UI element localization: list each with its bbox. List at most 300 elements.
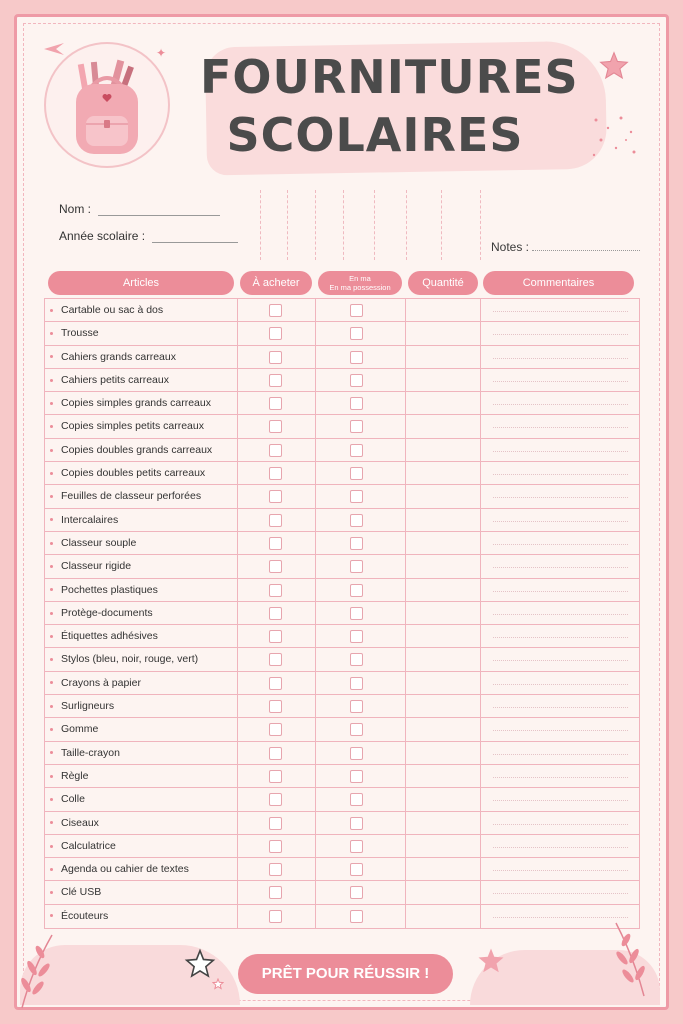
column-divider	[405, 532, 406, 554]
item-text: Ciseaux	[61, 816, 99, 829]
header-comments: Commentaires	[483, 271, 634, 295]
column-divider	[480, 812, 481, 834]
airplane-icon	[42, 40, 66, 58]
item-text: Pochettes plastiques	[61, 583, 158, 596]
to-buy-checkbox[interactable]	[269, 653, 282, 666]
name-field[interactable]	[59, 202, 220, 216]
column-divider	[315, 322, 316, 344]
item-label	[50, 718, 98, 741]
column-divider	[315, 788, 316, 810]
column-divider	[237, 718, 238, 740]
grid-line	[315, 190, 316, 260]
column-divider	[480, 439, 481, 461]
to-buy-checkbox[interactable]	[269, 537, 282, 550]
table-row	[45, 602, 639, 625]
column-divider	[405, 555, 406, 577]
owned-checkbox[interactable]	[350, 886, 363, 899]
column-divider	[480, 532, 481, 554]
header-owned-line-1: En ma	[349, 274, 371, 283]
table-row	[45, 695, 639, 718]
column-divider	[315, 369, 316, 391]
comment-line[interactable]	[493, 358, 628, 359]
owned-checkbox[interactable]	[350, 584, 363, 597]
owned-checkbox[interactable]	[350, 817, 363, 830]
column-divider	[480, 881, 481, 903]
item-label	[50, 415, 204, 438]
owned-checkbox[interactable]	[350, 747, 363, 760]
column-divider	[315, 485, 316, 507]
bullet-icon	[50, 332, 53, 335]
name-label: Nom :	[59, 202, 92, 216]
column-divider	[405, 672, 406, 694]
owned-checkbox[interactable]	[350, 723, 363, 736]
column-divider	[237, 322, 238, 344]
to-buy-checkbox[interactable]	[269, 630, 282, 643]
owned-checkbox[interactable]	[350, 467, 363, 480]
owned-checkbox[interactable]	[350, 490, 363, 503]
column-divider	[405, 765, 406, 787]
to-buy-checkbox[interactable]	[269, 886, 282, 899]
column-divider	[315, 532, 316, 554]
column-divider	[237, 346, 238, 368]
item-label	[50, 322, 99, 345]
owned-checkbox[interactable]	[350, 374, 363, 387]
bullet-icon	[50, 681, 53, 684]
owned-checkbox[interactable]	[350, 514, 363, 527]
bullet-icon	[50, 379, 53, 382]
comment-line[interactable]	[493, 847, 628, 848]
column-divider	[315, 392, 316, 414]
bullet-icon	[50, 658, 53, 661]
owned-checkbox[interactable]	[350, 910, 363, 923]
owned-checkbox[interactable]	[350, 793, 363, 806]
notes-line[interactable]	[532, 241, 640, 251]
owned-checkbox[interactable]	[350, 653, 363, 666]
bullet-icon	[50, 518, 53, 521]
to-buy-checkbox[interactable]	[269, 770, 282, 783]
item-label	[50, 485, 201, 508]
to-buy-checkbox[interactable]	[269, 327, 282, 340]
owned-checkbox[interactable]	[350, 630, 363, 643]
column-divider	[480, 648, 481, 670]
column-divider	[405, 788, 406, 810]
bullet-icon	[50, 845, 53, 848]
to-buy-checkbox[interactable]	[269, 397, 282, 410]
bullet-icon	[50, 565, 53, 568]
item-text: Protège-documents	[61, 606, 153, 619]
comment-line[interactable]	[493, 660, 628, 661]
comment-line[interactable]	[493, 427, 628, 428]
to-buy-checkbox[interactable]	[269, 863, 282, 876]
item-label	[50, 672, 141, 695]
column-divider	[237, 392, 238, 414]
grid-line	[260, 190, 261, 260]
comment-line[interactable]	[493, 567, 628, 568]
grid-line	[374, 190, 375, 260]
column-divider	[315, 346, 316, 368]
column-divider	[237, 695, 238, 717]
year-field[interactable]	[59, 229, 238, 243]
comment-line[interactable]	[493, 754, 628, 755]
item-label	[50, 555, 131, 578]
column-divider	[237, 788, 238, 810]
item-text: Écouteurs	[61, 909, 109, 922]
bullet-icon	[50, 821, 53, 824]
item-label	[50, 881, 101, 904]
column-divider	[405, 648, 406, 670]
bullet-icon	[50, 612, 53, 615]
column-divider	[315, 299, 316, 321]
table-row	[45, 835, 639, 858]
bullet-icon	[50, 402, 53, 405]
comment-line[interactable]	[493, 381, 628, 382]
name-line[interactable]	[98, 204, 220, 216]
to-buy-checkbox[interactable]	[269, 514, 282, 527]
column-divider	[237, 509, 238, 531]
notes-label: Notes :	[491, 240, 530, 254]
item-text: Cartable ou sac à dos	[61, 304, 164, 316]
column-divider	[315, 905, 316, 928]
item-label	[50, 835, 116, 858]
owned-checkbox[interactable]	[350, 700, 363, 713]
item-text: Intercalaires	[61, 513, 119, 526]
comment-line[interactable]	[493, 684, 628, 685]
column-divider	[315, 858, 316, 880]
item-text: Feuilles de classeur perforées	[61, 490, 202, 503]
column-divider	[480, 625, 481, 647]
column-divider	[237, 742, 238, 764]
column-divider	[405, 905, 406, 928]
item-label	[50, 812, 99, 835]
bullet-icon	[50, 914, 53, 917]
comment-line[interactable]	[493, 824, 628, 825]
comment-line[interactable]	[493, 591, 628, 592]
confetti-dots	[586, 110, 646, 170]
column-divider	[405, 812, 406, 834]
year-label: Année scolaire :	[59, 229, 146, 243]
column-divider	[405, 299, 406, 321]
title-line-2: SCOLAIRES	[226, 108, 524, 162]
item-text: Copies simples petits carreaux	[61, 420, 204, 433]
column-divider	[237, 648, 238, 670]
column-divider	[480, 555, 481, 577]
item-label	[50, 579, 158, 602]
comment-line[interactable]	[493, 521, 628, 522]
to-buy-checkbox[interactable]	[269, 910, 282, 923]
comment-line[interactable]	[493, 451, 628, 452]
column-divider	[405, 462, 406, 484]
item-text: Copies simples grands carreaux	[61, 397, 211, 410]
table-row	[45, 532, 639, 555]
bullet-icon	[50, 425, 53, 428]
column-divider	[480, 346, 481, 368]
column-divider	[315, 415, 316, 437]
table-row	[45, 905, 639, 928]
grid-line	[480, 190, 481, 260]
table-row	[45, 415, 639, 438]
table-row	[45, 369, 639, 392]
column-divider	[405, 742, 406, 764]
column-divider	[480, 905, 481, 928]
column-divider	[315, 439, 316, 461]
column-divider	[237, 462, 238, 484]
owned-checkbox[interactable]	[350, 560, 363, 573]
column-divider	[480, 788, 481, 810]
comment-line[interactable]	[493, 730, 628, 731]
column-divider	[315, 812, 316, 834]
column-divider	[405, 695, 406, 717]
column-divider	[480, 742, 481, 764]
column-divider	[237, 532, 238, 554]
column-divider	[480, 509, 481, 531]
comment-line[interactable]	[493, 870, 628, 871]
comment-line[interactable]	[493, 637, 628, 638]
column-divider	[405, 392, 406, 414]
column-divider	[315, 672, 316, 694]
owned-checkbox[interactable]	[350, 327, 363, 340]
item-label	[50, 509, 118, 532]
column-divider	[315, 742, 316, 764]
table-row	[45, 812, 639, 835]
column-divider	[405, 602, 406, 624]
table-row	[45, 322, 639, 345]
comment-line[interactable]	[493, 544, 628, 545]
header-quantity: Quantité	[408, 271, 478, 295]
item-label	[50, 392, 211, 415]
item-text: Clé USB	[61, 886, 102, 899]
column-divider	[237, 439, 238, 461]
owned-checkbox[interactable]	[350, 677, 363, 690]
table-row	[45, 765, 639, 788]
grid-line	[287, 190, 288, 260]
comment-line[interactable]	[493, 893, 628, 894]
to-buy-checkbox[interactable]	[269, 304, 282, 317]
column-divider	[405, 415, 406, 437]
bullet-icon	[50, 798, 53, 801]
table-row	[45, 346, 639, 369]
to-buy-checkbox[interactable]	[269, 723, 282, 736]
item-text: Agenda ou cahier de textes	[61, 863, 189, 876]
column-divider	[405, 346, 406, 368]
item-text: Règle	[61, 769, 89, 782]
to-buy-checkbox[interactable]	[269, 420, 282, 433]
comment-line[interactable]	[493, 474, 628, 475]
column-divider	[480, 299, 481, 321]
column-divider	[480, 718, 481, 740]
table-body	[44, 298, 640, 929]
bullet-icon	[50, 705, 53, 708]
column-divider	[405, 509, 406, 531]
item-text: Classeur rigide	[61, 560, 132, 573]
column-divider	[315, 765, 316, 787]
bullet-icon	[50, 728, 53, 731]
item-text: Stylos (bleu, noir, rouge, vert)	[61, 653, 199, 666]
column-divider	[405, 579, 406, 601]
item-label	[50, 742, 120, 765]
table-row	[45, 625, 639, 648]
table-row	[45, 579, 639, 602]
header-articles: Articles	[48, 271, 234, 295]
comment-line[interactable]	[493, 777, 628, 778]
column-divider	[480, 392, 481, 414]
owned-checkbox[interactable]	[350, 537, 363, 550]
column-divider	[237, 625, 238, 647]
comment-line[interactable]	[493, 334, 628, 335]
column-divider	[237, 579, 238, 601]
column-divider	[237, 299, 238, 321]
table-row	[45, 555, 639, 578]
bullet-icon	[50, 635, 53, 638]
column-divider	[480, 602, 481, 624]
to-buy-checkbox[interactable]	[269, 560, 282, 573]
column-divider	[315, 462, 316, 484]
comment-line[interactable]	[493, 311, 628, 312]
owned-checkbox[interactable]	[350, 420, 363, 433]
to-buy-checkbox[interactable]	[269, 490, 282, 503]
leaf-branch-icon	[12, 930, 62, 1010]
column-divider	[237, 555, 238, 577]
backpack-icon	[62, 58, 152, 158]
to-buy-checkbox[interactable]	[269, 700, 282, 713]
column-divider	[315, 718, 316, 740]
table-row	[45, 881, 639, 904]
item-label	[50, 462, 205, 485]
small-star-icon	[212, 978, 224, 990]
comment-line[interactable]	[493, 497, 628, 498]
comment-line[interactable]	[493, 707, 628, 708]
column-divider	[315, 625, 316, 647]
column-divider	[237, 905, 238, 928]
star-icon	[598, 50, 630, 82]
to-buy-checkbox[interactable]	[269, 351, 282, 364]
table-row	[45, 648, 639, 671]
footer-banner: PRÊT POUR RÉUSSIR !	[238, 954, 453, 994]
table-row	[45, 672, 639, 695]
owned-checkbox[interactable]	[350, 863, 363, 876]
column-divider	[315, 835, 316, 857]
item-label	[50, 625, 158, 648]
column-divider	[405, 881, 406, 903]
item-text: Copies doubles grands carreaux	[61, 443, 213, 456]
bullet-icon	[50, 495, 53, 498]
to-buy-checkbox[interactable]	[269, 444, 282, 457]
column-divider	[480, 485, 481, 507]
column-divider	[480, 415, 481, 437]
item-text: Taille-crayon	[61, 746, 120, 759]
header-to-buy: À acheter	[240, 271, 312, 295]
column-divider	[405, 439, 406, 461]
table-row	[45, 485, 639, 508]
column-divider	[237, 672, 238, 694]
column-divider	[237, 485, 238, 507]
star-icon	[476, 946, 506, 976]
column-divider	[237, 835, 238, 857]
year-line[interactable]	[152, 231, 238, 243]
owned-checkbox[interactable]	[350, 770, 363, 783]
column-divider	[237, 415, 238, 437]
column-divider	[237, 765, 238, 787]
supplies-table	[44, 268, 640, 922]
owned-checkbox[interactable]	[350, 840, 363, 853]
column-divider	[405, 322, 406, 344]
bullet-icon	[50, 542, 53, 545]
bullet-icon	[50, 775, 53, 778]
item-label	[50, 765, 88, 788]
item-text: Crayons à papier	[61, 676, 141, 689]
table-row	[45, 742, 639, 765]
column-divider	[480, 672, 481, 694]
column-divider	[480, 695, 481, 717]
bullet-icon	[50, 588, 53, 591]
column-divider	[480, 858, 481, 880]
owned-checkbox[interactable]	[350, 444, 363, 457]
grid-line	[441, 190, 442, 260]
to-buy-checkbox[interactable]	[269, 607, 282, 620]
item-text: Cahiers grands carreaux	[61, 350, 176, 363]
header-owned	[318, 271, 402, 295]
column-divider	[237, 881, 238, 903]
to-buy-checkbox[interactable]	[269, 677, 282, 690]
bullet-icon	[50, 309, 53, 312]
comment-line[interactable]	[493, 404, 628, 405]
column-divider	[237, 812, 238, 834]
comment-line[interactable]	[493, 800, 628, 801]
item-text: Surligneurs	[61, 700, 115, 713]
comment-line[interactable]	[493, 614, 628, 615]
item-label	[50, 439, 212, 462]
owned-checkbox[interactable]	[350, 397, 363, 410]
notes-field[interactable]	[491, 240, 640, 254]
column-divider	[480, 765, 481, 787]
item-label	[50, 602, 153, 625]
table-row	[45, 718, 639, 741]
to-buy-checkbox[interactable]	[269, 840, 282, 853]
to-buy-checkbox[interactable]	[269, 374, 282, 387]
bullet-icon	[50, 355, 53, 358]
table-row	[45, 439, 639, 462]
column-divider	[315, 579, 316, 601]
owned-checkbox[interactable]	[350, 304, 363, 317]
header-owned-line-2: En ma possession	[329, 283, 391, 292]
item-text: Étiquettes adhésives	[61, 630, 158, 643]
to-buy-checkbox[interactable]	[269, 584, 282, 597]
to-buy-checkbox[interactable]	[269, 793, 282, 806]
column-divider	[315, 509, 316, 531]
table-row	[45, 392, 639, 415]
bullet-icon	[50, 891, 53, 894]
table-row	[45, 299, 639, 322]
item-label	[50, 532, 136, 555]
bullet-icon	[50, 751, 53, 754]
column-divider	[405, 718, 406, 740]
column-divider	[405, 835, 406, 857]
column-divider	[480, 462, 481, 484]
column-divider	[315, 648, 316, 670]
item-label	[50, 905, 108, 928]
to-buy-checkbox[interactable]	[269, 817, 282, 830]
leaf-branch-icon	[604, 918, 654, 998]
to-buy-checkbox[interactable]	[269, 467, 282, 480]
owned-checkbox[interactable]	[350, 607, 363, 620]
owned-checkbox[interactable]	[350, 351, 363, 364]
column-divider	[480, 322, 481, 344]
table-row	[45, 788, 639, 811]
to-buy-checkbox[interactable]	[269, 747, 282, 760]
column-divider	[405, 369, 406, 391]
item-text: Classeur souple	[61, 536, 137, 549]
item-text: Cahiers petits carreaux	[61, 373, 169, 386]
item-label	[50, 648, 198, 671]
